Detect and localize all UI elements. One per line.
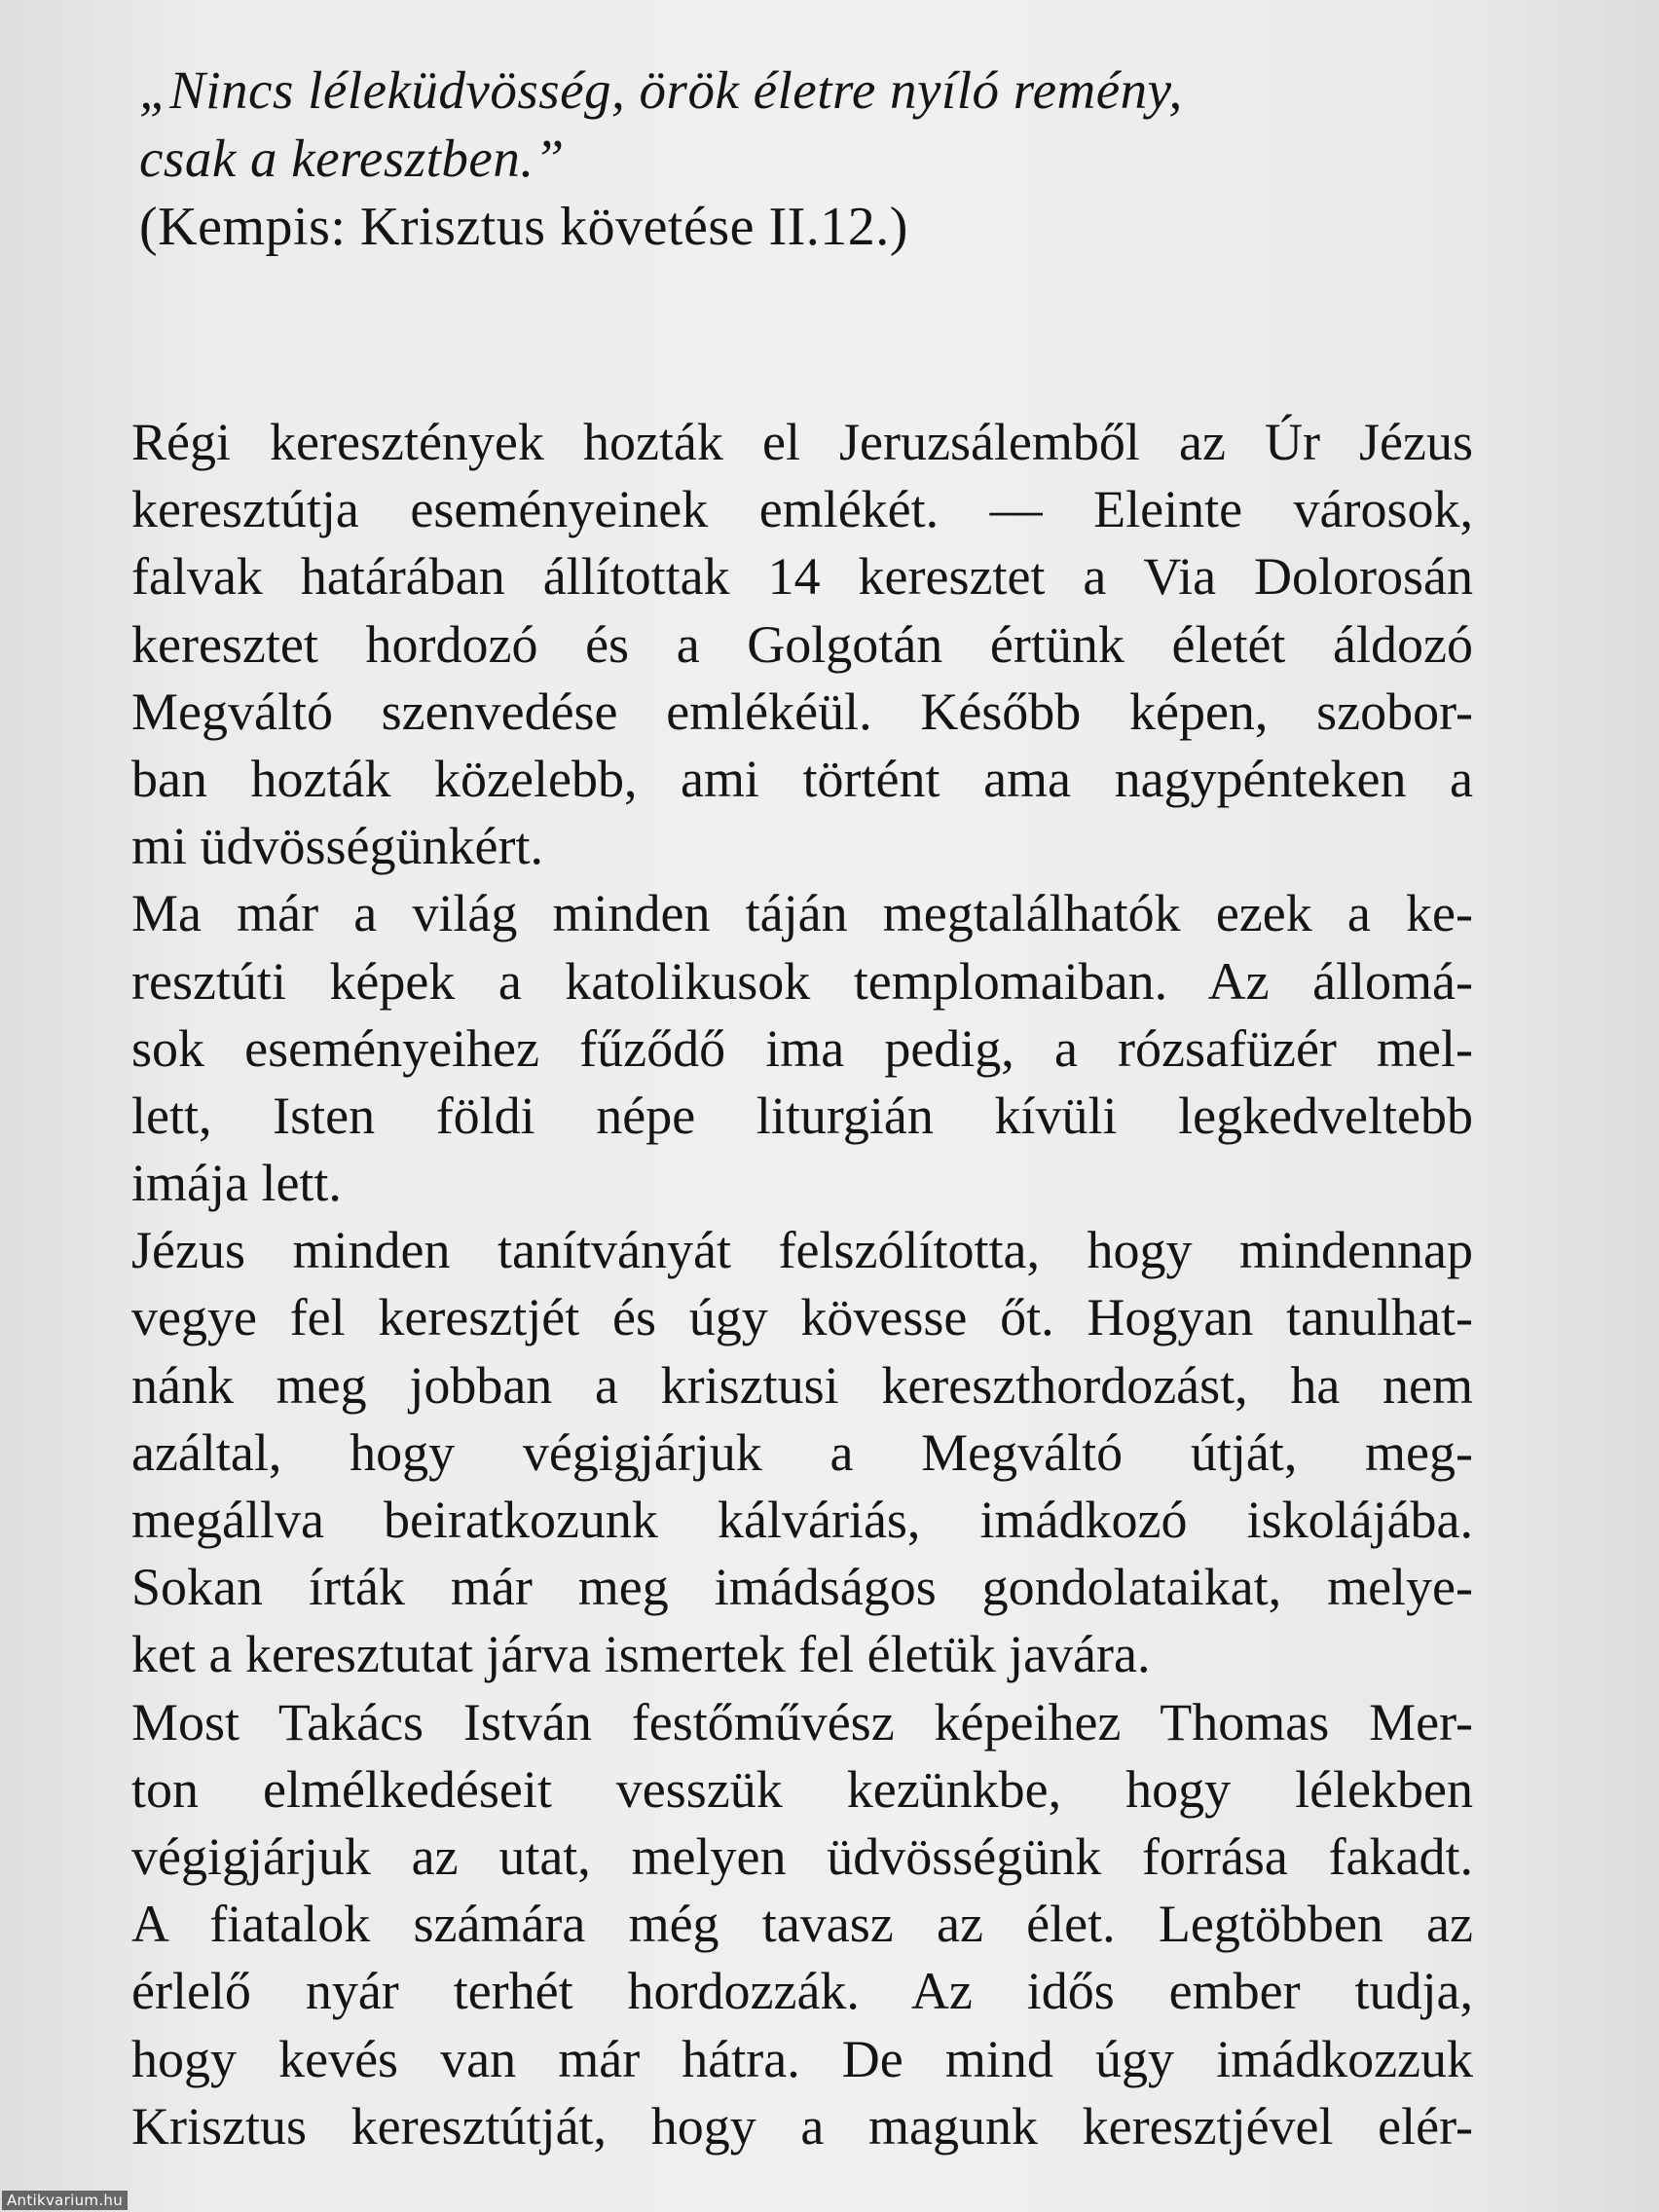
epigraph-citation: (Kempis: Krisztus követése II.12.)	[139, 197, 908, 257]
text-line: hogy kevés van már hátra. De mind úgy imádkozzuk	[131, 2029, 1473, 2088]
text-line: vegye fel keresztjét és úgy kövesse őt. Hogyan tanulhat-	[131, 1288, 1473, 1347]
text-line: imája lett.	[131, 1154, 342, 1213]
text-line: Régi keresztények hozták el Jeruzsálemből az Úr Jézus	[131, 413, 1473, 471]
text-line: végigjárjuk az utat, melyen üdvösségünk forrása fakadt.	[131, 1826, 1473, 1886]
text-line: érlelő nyár terhét hordozzák. Az idős ember tudja,	[131, 1962, 1473, 2021]
text-line: ton elmélkedéseit vesszük kezünkbe, hogy lélekben	[131, 1759, 1473, 1819]
watermark: Antikvarium.hu	[2, 2191, 128, 2210]
text-line: lett, Isten földi népe liturgián kívüli legkedveltebb	[131, 1086, 1473, 1145]
text-line: mi üdvösségünkért.	[131, 817, 543, 876]
text-line: azáltal, hogy végigjárjuk a Megváltó útját, meg-	[131, 1422, 1473, 1482]
text-line: Most Takács István festőművész képeihez Thomas Mer-	[131, 1692, 1473, 1751]
text-line: nánk meg jobban a krisztusi kereszthordozást, ha nem	[131, 1355, 1473, 1415]
epigraph-quote-line-2: csak a keresztben.”	[139, 129, 565, 188]
text-line: A fiatalok számára még tavasz az élet. Legtöbben az	[131, 1895, 1473, 1954]
epigraph-quote-line-1: „Nincs léleküdvösség, örök életre nyíló remény,	[139, 60, 1183, 120]
text-line: sok eseményeihez fűződő ima pedig, a rózsafüzér mel-	[131, 1018, 1473, 1078]
text-line: Megváltó szenvedése emlékéül. Később képen, szobor-	[131, 682, 1473, 741]
text-line: ban hozták közelebb, ami történt ama nagypénteken a	[131, 749, 1473, 808]
text-line: Jézus minden tanítványát felszólította, hogy mindennap	[131, 1221, 1473, 1280]
text-line: Sokan írták már meg imádságos gondolataikat, melye-	[131, 1558, 1473, 1617]
text-line: Krisztus keresztútját, hogy a magunk keresztjével elér-	[131, 2096, 1473, 2156]
text-line: Ma már a világ minden táján megtalálhatók ezek a ke-	[131, 884, 1473, 943]
text-line: resztúti képek a katolikusok templomaiban. Az állomá-	[131, 951, 1473, 1011]
text-line: keresztet hordozó és a Golgotán értünk életét áldozó	[131, 614, 1473, 674]
text-line: ket a keresztutat járva ismertek fel életük javára.	[131, 1625, 1151, 1684]
body-text	[131, 409, 1473, 2160]
text-line: keresztútja eseményeinek emlékét. — Eleinte városok,	[131, 480, 1473, 539]
text-line: megállva beiratkozunk kálváriás, imádkozó iskolájába.	[131, 1491, 1473, 1549]
epigraph	[139, 56, 1405, 261]
text-line: falvak határában állítottak 14 keresztet a Via Dolorosán	[131, 547, 1473, 607]
